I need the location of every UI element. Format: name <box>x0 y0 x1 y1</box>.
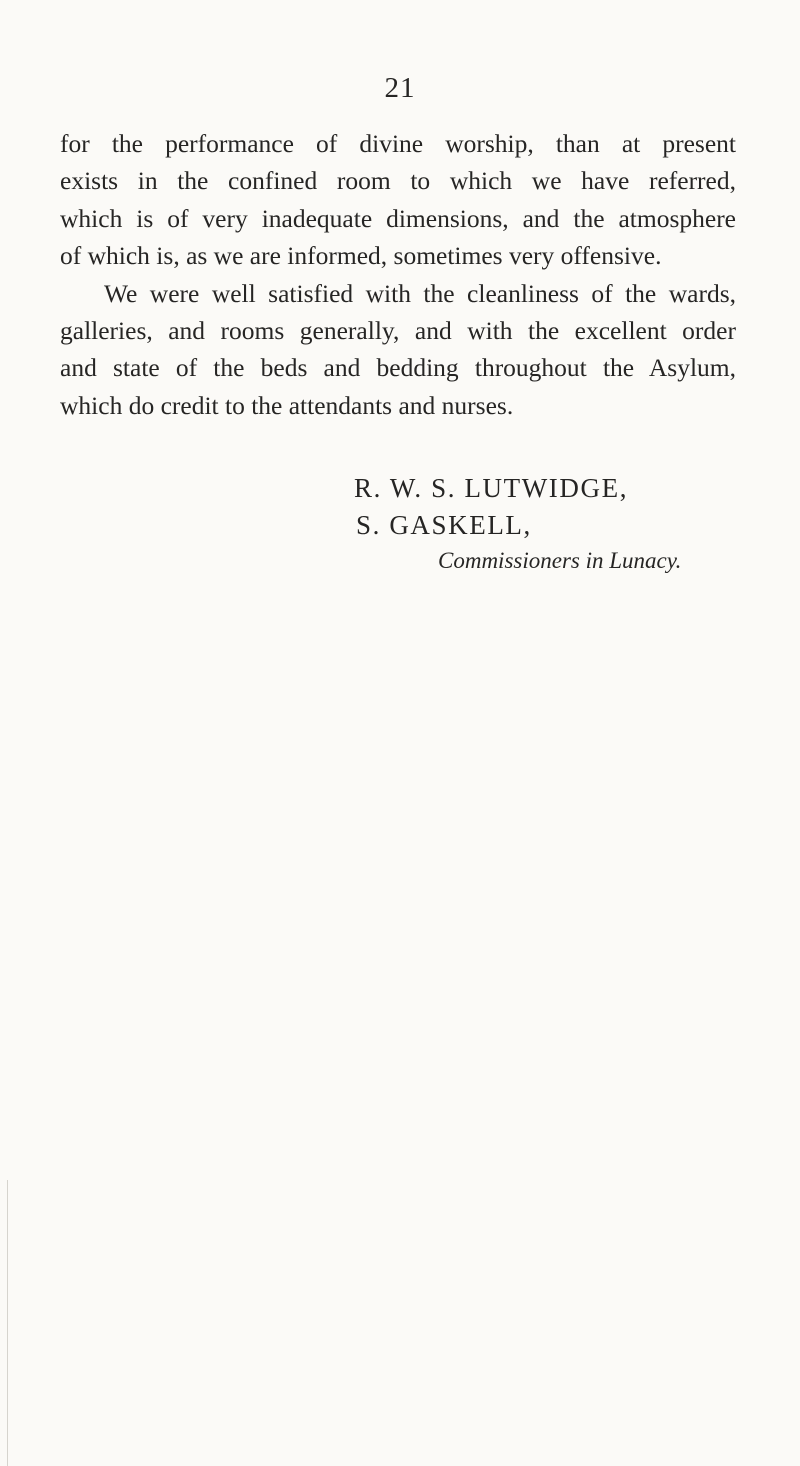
paragraph-2 <box>60 275 736 425</box>
text-line: We were well satisfied with the cleanliness of the wards, <box>104 278 736 308</box>
page-edge-line <box>7 1180 8 1466</box>
signatory-title: Commissioners in Lunacy. <box>438 548 682 573</box>
signature-gaskell: S. GASKELL, <box>356 510 532 540</box>
signature-lutwidge: R. W. S. LUTWIDGE, <box>354 473 629 503</box>
text-line: for the performance of divine worship, than at present <box>60 129 736 158</box>
text-line: of which is, as we are informed, sometimes very offensive. <box>60 241 662 271</box>
text-line: which is of very inadequate dimensions, and the atmosphere <box>60 203 736 233</box>
paragraph-1 <box>60 125 736 275</box>
text-line: which do credit to the attendants and nurses. <box>60 390 514 420</box>
page-number: 21 <box>384 72 416 104</box>
text-line: exists in the confined room to which we have referred, <box>60 166 736 196</box>
body-text <box>60 125 736 424</box>
text-line: and state of the beds and bedding throughout the Asylum, <box>60 353 736 383</box>
text-line: galleries, and rooms generally, and with the excellent order <box>60 315 736 345</box>
